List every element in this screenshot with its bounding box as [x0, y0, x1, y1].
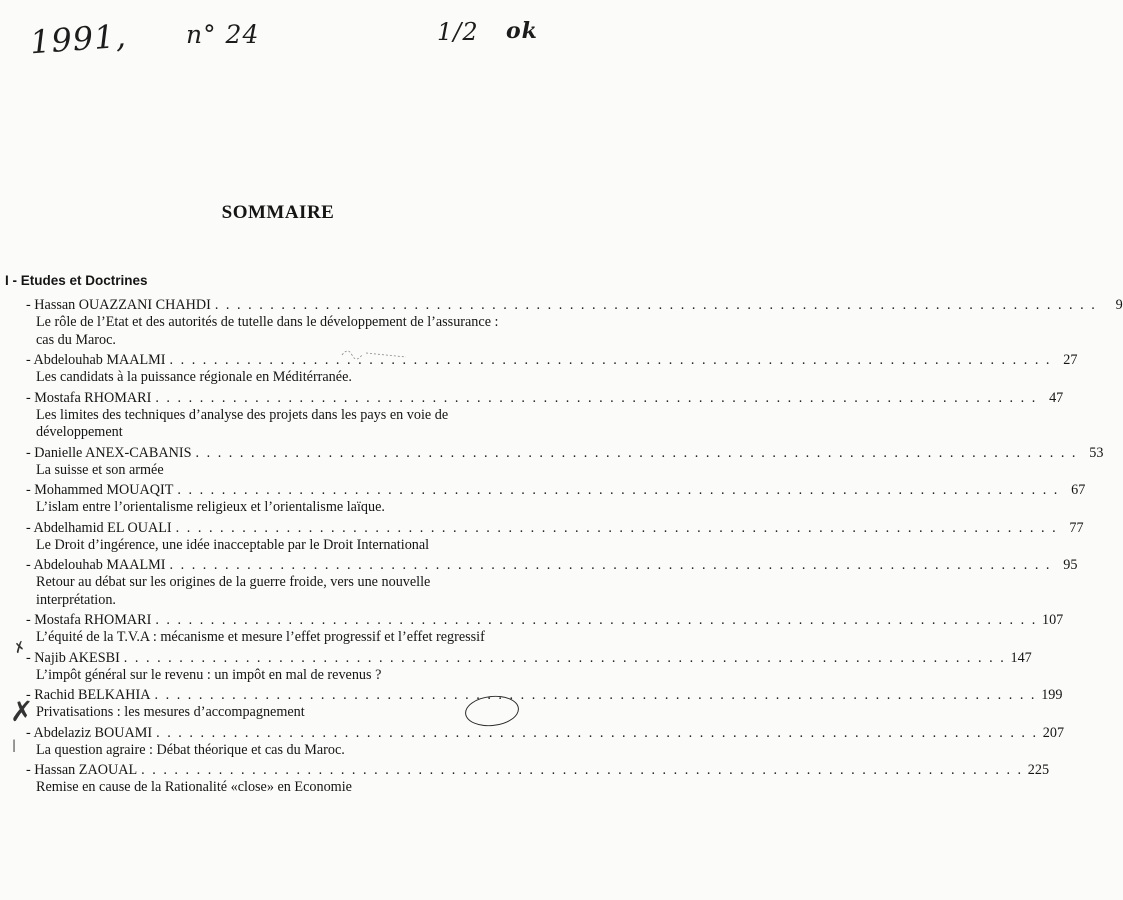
toc-entry — [26, 724, 1065, 760]
dot-leader: . . . . . . . . . . . . . . . . . . . . . . . . . . . . . . . . . . . . . . . . . . . . . . . . . . . . . . . . . . . . . . . . . . . . . . . . . . . . . . . . — [175, 519, 1058, 536]
entry-author: - Najib AKESBI — [26, 649, 120, 666]
entry-title: Le Droit d’ingérence, une idée inacceptable par le Droit International — [36, 536, 430, 553]
entry-author: - Abdelouhab MAALMI — [26, 557, 166, 573]
toc-entry — [26, 687, 1063, 722]
entry-page: 147 — [1010, 649, 1032, 666]
entry-title: Remise en cause de la Rationalité «close» en Economie — [36, 779, 352, 795]
entry-author: - Rachid BELKAHIA — [26, 687, 151, 703]
entry-author: - Mohammed MOUAQIT — [26, 482, 174, 498]
handwritten-ok: ok — [506, 18, 538, 44]
entry-title: L’impôt général sur le revenu : un impôt en mal de revenus ? — [36, 666, 382, 683]
entry-title: Privatisations : les mesures d’accompagnement — [36, 704, 305, 720]
handwritten-fraction: 1/2 — [437, 18, 479, 46]
dot-leader: . . . . . . . . . . . . . . . . . . . . . . . . . . . . . . . . . . . . . . . . . . . . . . . . . . . . . . . . . . . . . . . . . . . . . . . . . . . . . . . . — [169, 352, 1052, 368]
dot-leader: . . . . . . . . . . . . . . . . . . . . . . . . . . . . . . . . . . . . . . . . . . . . . . . . . . . . . . . . . . . . . . . . . . . . . . . . . . . . . . . . — [154, 687, 1037, 703]
handwritten-year: 1991, — [28, 16, 128, 62]
entry-author: - Danielle ANEX-CABANIS — [26, 444, 192, 461]
section-heading: I - Etudes et Doctrines — [5, 273, 148, 288]
entry-title: Le rôle de l’Etat et des autorités de tutelle dans le développement de l’assurance : cas du Maroc. — [36, 314, 499, 348]
toc-entry — [26, 649, 1032, 685]
entry-author: - Abdelaziz BOUAMI — [26, 724, 153, 741]
entry-page: 53 — [1089, 444, 1104, 461]
entry-page: 95 — [1063, 557, 1078, 573]
entry-page: 77 — [1069, 519, 1084, 536]
entry-page: 47 — [1049, 389, 1064, 406]
entry-author: - Mostafa RHOMARI — [26, 389, 152, 406]
entry-page: 9 — [1115, 297, 1123, 313]
entry-title: Les limites des techniques d’analyse des projets dans les pays en voie de développement — [36, 406, 449, 440]
toc-entry — [26, 389, 1064, 442]
dot-leader: . . . . . . . . . . . . . . . . . . . . . . . . . . . . . . . . . . . . . . . . . . . . . . . . . . . . . . . . . . . . . . . . . . . . . . . . . . . . . . . . — [141, 762, 1024, 778]
handwritten-issue-number: n° 24 — [186, 20, 260, 49]
dot-leader: . . . . . . . . . . . . . . . . . . . . . . . . . . . . . . . . . . . . . . . . . . . . . . . . . . . . . . . . . . . . . . . . . . . . . . . . . . . . . . . . — [169, 557, 1052, 573]
entry-author: - Mostafa RHOMARI — [26, 612, 152, 628]
entry-title: Retour au débat sur les origines de la guerre froide, vers une nouvelle interprétation. — [36, 574, 431, 608]
toc-entry — [26, 519, 1084, 555]
entry-page: 67 — [1071, 482, 1086, 498]
entry-title: L’équité de la T.V.A : mécanisme et mesure l’effet progressif et l’effet regressif — [36, 629, 485, 645]
dot-leader: . . . . . . . . . . . . . . . . . . . . . . . . . . . . . . . . . . . . . . . . . . . . . . . . . . . . . . . . . . . . . . . . . . . . . . . . . . . . . . . . — [214, 297, 1097, 313]
dot-leader: . . . . . . . . . . . . . . . . . . . . . . . . . . . . . . . . . . . . . . . . . . . . . . . . . . . . . . . . . . . . . . . . . . . . . . . . . . . . . . . . — [156, 724, 1039, 741]
entry-page: 225 — [1027, 762, 1050, 778]
entry-author: - Abdelhamid EL OUALI — [26, 519, 172, 536]
toc-entry — [26, 557, 1078, 609]
dot-leader: . . . . . . . . . . . . . . . . . . . . . . . . . . . . . . . . . . . . . . . . . . . . . . . . . . . . . . . . . . . . . . . . . . . . . . . . . . . . . . . . — [177, 482, 1060, 498]
entry-page: 27 — [1063, 352, 1078, 368]
dot-leader: . . . . . . . . . . . . . . . . . . . . . . . . . . . . . . . . . . . . . . . . . . . . . . . . . . . . . . . . . . . . . . . . . . . . . . . . . . . . . . . . — [155, 389, 1038, 406]
page-title: SOMMAIRE — [221, 202, 335, 223]
dot-leader: . . . . . . . . . . . . . . . . . . . . . . . . . . . . . . . . . . . . . . . . . . . . . . . . . . . . . . . . . . . . . . . . . . . . . . . . . . . . . . . . — [195, 444, 1078, 461]
margin-cross-mark: ✗ — [10, 695, 34, 728]
toc-entry — [26, 444, 1104, 480]
toc-entry — [26, 297, 1123, 349]
toc-entry — [26, 482, 1086, 517]
pencil-scribble — [340, 345, 410, 363]
entry-title: L’islam entre l’orientalisme religieux et l’orientalisme laïque. — [36, 499, 385, 515]
margin-check-mark: ✗ — [11, 638, 29, 658]
entry-title: La suisse et son armée — [36, 461, 164, 478]
toc-entry — [26, 352, 1078, 387]
entry-title: La question agraire : Débat théorique et cas du Maroc. — [36, 741, 345, 758]
entry-page: 107 — [1041, 612, 1064, 628]
margin-tick-mark: | — [12, 738, 17, 752]
entry-page: 207 — [1042, 724, 1065, 741]
table-of-contents — [26, 297, 1123, 800]
entry-author: - Abdelouhab MAALMI — [26, 352, 166, 368]
dot-leader: . . . . . . . . . . . . . . . . . . . . . . . . . . . . . . . . . . . . . . . . . . . . . . . . . . . . . . . . . . . . . . . . . . . . . . . . . . . . . . . . — [123, 649, 1006, 666]
entry-page: 199 — [1041, 687, 1063, 703]
toc-entry — [26, 762, 1050, 797]
dot-leader: . . . . . . . . . . . . . . . . . . . . . . . . . . . . . . . . . . . . . . . . . . . . . . . . . . . . . . . . . . . . . . . . . . . . . . . . . . . . . . . . — [155, 612, 1038, 628]
entry-title: Les candidats à la puissance régionale en Méditérranée. — [36, 369, 352, 385]
toc-entry — [26, 612, 1064, 647]
entry-author: - Hassan ZAOUAL — [26, 762, 138, 778]
entry-author: - Hassan OUAZZANI CHAHDI — [26, 297, 211, 313]
